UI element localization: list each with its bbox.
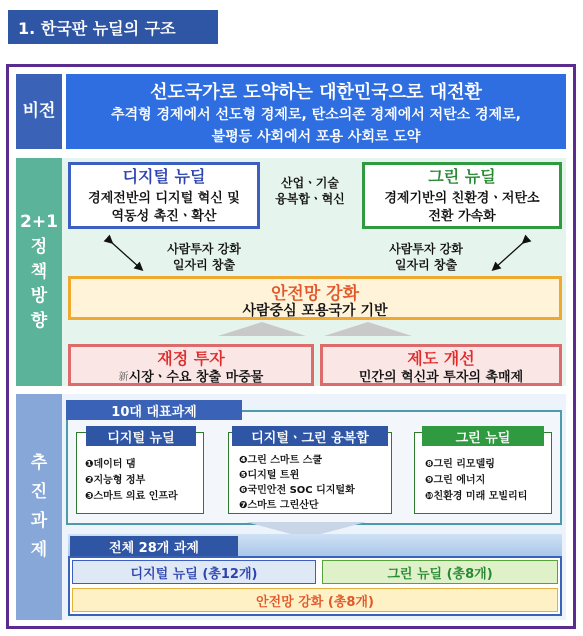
task-column-header-convergence: 디지털ㆍ그린 융복합 (232, 426, 388, 446)
tasks-label-line: 제 (30, 539, 48, 560)
digital-total-box: 디지털 뉴딜 (총12개) (72, 560, 316, 584)
task-item: ❻국민안전 SOC 디지털화 (239, 485, 355, 496)
task-item: ❷지능형 정부 (85, 475, 146, 486)
green-total-box: 그린 뉴딜 (총8개) (322, 560, 558, 584)
fiscal-prefix: 新 (118, 372, 129, 383)
task-item: ❺디지털 트윈 (239, 470, 300, 481)
green-newdeal-desc-1: 경제기반의 친환경ㆍ저탄소 (384, 191, 540, 206)
convergence-line-1: 산업ㆍ기술 (281, 176, 339, 190)
safety-total-box: 안전망 강화 (총8개) (72, 588, 558, 612)
green-newdeal-desc-2: 전환 가속화 (428, 209, 496, 224)
task-item: ❾그린 에너지 (425, 475, 486, 486)
institution-title: 제도 개선 (407, 349, 475, 368)
policy-label-line: 방 (30, 286, 48, 307)
fiscal-investment-desc (68, 366, 314, 385)
task-item: ❶데이터 댐 (85, 459, 136, 470)
tasks-label-line: 진 (30, 482, 48, 503)
tasks-label (16, 394, 62, 620)
policy-label-line: 책 (30, 261, 48, 282)
arrow-digital-safety (110, 241, 140, 268)
task-column-header-green: 그린 뉴딜 (422, 426, 544, 446)
digital-newdeal-title: 디지털 뉴딜 (122, 167, 206, 186)
digital-newdeal-desc-2: 역동성 촉진ㆍ확산 (111, 209, 217, 224)
hr-right-line-2: 일자리 창출 (394, 258, 458, 272)
institution-desc: 민간의 혁신과 투자의 촉매제 (358, 370, 524, 385)
top10-label: 10대 대표과제 (66, 400, 242, 420)
task-item: ❿친환경 미래 모빌리티 (425, 491, 528, 502)
safety-net-title: 안전망 강화 (270, 284, 360, 304)
task-item: ❹그린 스마트 스쿨 (239, 455, 323, 466)
task-item: ❸스마트 의료 인프라 (85, 491, 178, 502)
safety-net-desc: 사람중심 포용국가 기반 (242, 303, 388, 319)
tasks-label-line: 과 (30, 511, 48, 531)
task-item: ❽그린 리모델링 (425, 459, 495, 470)
task-column-header-digital: 디지털 뉴딜 (86, 426, 196, 446)
fiscal-desc-text: 시장ㆍ수요 창출 마중물 (128, 370, 264, 385)
vision-headline: 선도국가로 도약하는 대한민국으로 대전환 (150, 82, 482, 103)
hr-left-line-2: 일자리 창출 (172, 258, 236, 272)
total-tasks-label: 전체 28개 과제 (70, 536, 238, 556)
up-arrow-icon (324, 322, 412, 336)
convergence-line-2: 융복합ㆍ혁신 (275, 192, 345, 206)
tasks-label-line: 추 (30, 453, 48, 474)
task-item: ❼스마트 그린산단 (239, 500, 319, 511)
page-title: 1. 한국판 뉴딜의 구조 (8, 10, 218, 44)
policy-label-line: 향 (30, 310, 48, 331)
vision-label: 비전 (16, 74, 62, 149)
policy-label-line: 정 (30, 237, 48, 258)
arrow-green-safety (495, 241, 525, 268)
vision-line-2: 불평등 사회에서 포용 사회로 도약 (211, 129, 421, 145)
hr-right-line-1: 사람투자 강화 (389, 242, 463, 256)
up-arrow-icon (218, 322, 306, 336)
policy-label-line: 2+1 (20, 212, 58, 233)
hr-left-line-1: 사람투자 강화 (167, 242, 241, 256)
fiscal-investment-title: 재정 투자 (157, 349, 225, 368)
digital-newdeal-desc-1: 경제전반의 디지털 혁신 및 (88, 191, 240, 206)
green-newdeal-title: 그린 뉴딜 (428, 167, 496, 186)
vision-line-1: 추격형 경제에서 선도형 경제로, 탄소의존 경제에서 저탄소 경제로, (111, 107, 521, 123)
